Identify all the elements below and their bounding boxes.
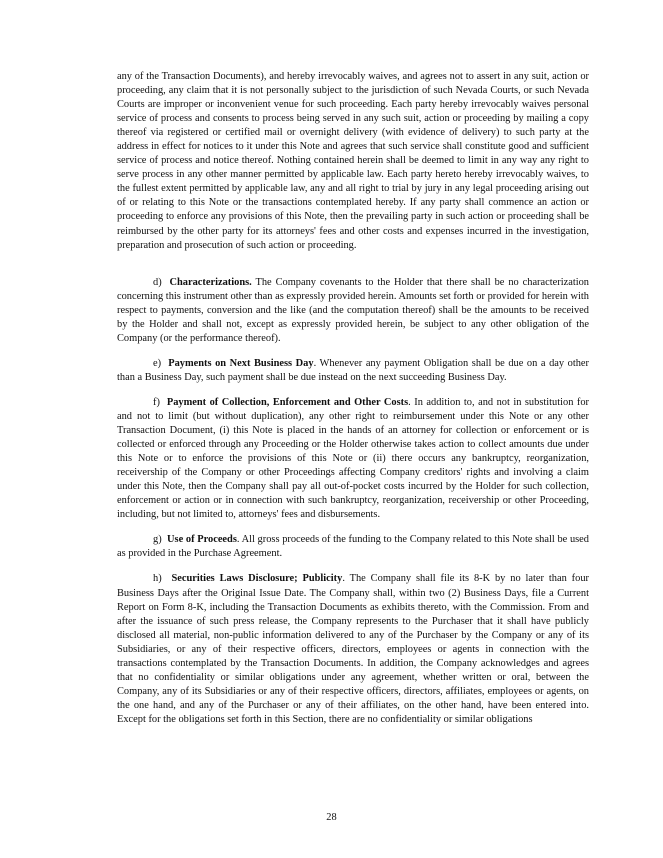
section-e-marker: e) <box>153 357 162 369</box>
section-g-heading: Use of Proceeds <box>167 534 237 546</box>
section-f-heading: Payment of Collection, Enforcement and Other Costs <box>166 396 409 408</box>
section-d-body: The Company covenants to the Holder that there shall be no characterization concerning this instrument other than as expressly provided herein. Amounts set forth or provided for herein with respect to payments, conversion and the like (and the computation thereof) shall be the amounts to be received by the Holder and shall not, except as expressly provided herein, be subject to any other obligation of the Company (or the performance thereof). <box>117 276 589 344</box>
document-page <box>117 70 589 727</box>
section-e-body: . Whenever any payment Obligation shall be due on a day other than a Business Day, such payment shall be due instead on the next succeeding Business Day. <box>117 357 590 383</box>
section-h-marker: h) <box>153 573 162 585</box>
section-h-paragraph <box>117 572 589 727</box>
section-e-paragraph <box>117 357 589 385</box>
section-f-body: . In addition to, and not in substitution for and not to limit (but without duplication), any other right to reimbursement under this Note or any other Transaction Document, (i) this Note is placed in the hands of an attorney for collection or enforcement or is collected or enforced through any Proceeding or the Holder otherwise takes action to collect amounts due under this Note or to enforce the provisions of this Note or (ii) there occurs any bankruptcy, reorganization, receivership of the Company or other Proceedings affecting Company creditors' rights and involving a claim under this Note, then the Company shall pay all out-of-pocket costs incurred by the Holder for such collection, enforcement or action or in connection with such bankruptcy, reorganization, receivership or other Proceeding, including, but not limited to, attorneys' fees and disbursements. <box>117 396 589 521</box>
section-d-marker: d) <box>153 276 162 288</box>
section-g-paragraph <box>117 533 589 561</box>
section-d-paragraph <box>117 276 589 346</box>
section-g-marker: g) <box>153 534 162 546</box>
section-f-marker: f) <box>153 396 160 408</box>
page-number: 28 <box>326 812 337 823</box>
section-h-body: . The Company shall file its 8-K by no later than four Business Days after the Original Issue Date. The Company shall, within two (2) Business Days, file a Current Report on Form 8-K, including the Transaction Documents as exhibits thereto, with the Commission. From and after the issuance of such press release, the Company represents to the Purchaser that it shall have publicly disclosed all material, non-public information delivered to any of the Purchaser by the Company or any of its Subsidiaries, or any of their respective officers, directors, employees or agents in connection with the transactions contemplated by the Transaction Documents. In addition, the Company acknowledges and agrees that no confidentiality or similar obligations under any agreement, whether written or oral, between the Company, any of its Subsidiaries or any of their respective officers, directors, affiliates, employees or agents, on the one hand, and any of the Purchaser or any of their affiliates, on the other hand, have been entered into. Except for the obligations set forth in this Section, there are no confidentiality or similar obligations <box>117 573 589 725</box>
continuation-paragraph: any of the Transaction Documents), and hereby irrevocably waives, and agrees not to assert in any suit, action or proceeding, any claim that it is not personally subject to the jurisdiction of such Nevada Courts, or such Nevada Courts are improper or inconvenient venue for such proceeding. Each party hereby irrevocably waives personal service of process and consents to process being served in any such suit, action or proceeding by mailing a copy thereof via registered or certified mail or overnight delivery (with evidence of delivery) to such party at the address in effect for notices to it under this Note and agrees that such service shall constitute good and sufficient service of process and notice thereof. Nothing contained herein shall be deemed to limit in any way any right to serve process in any other manner permitted by applicable law. Each party hereto hereby irrevocably waives, to the fullest extent permitted by applicable law, any and all right to trial by jury in any legal proceeding arising out of or relating to this Note or the transactions contemplated hereby. If any party shall commence an action or proceeding to enforce any provisions of this Note, then the prevailing party in such action or proceeding shall be reimbursed by the other party for its attorneys' fees and other costs and expenses incurred in the investigation, preparation and prosecution of such action or proceeding. <box>117 71 589 251</box>
section-f-paragraph <box>117 396 589 522</box>
section-g-body: . All gross proceeds of the funding to the Company related to this Note shall be used as provided in the Purchase Agreement. <box>117 534 589 560</box>
section-e-heading: Payments on Next Business Day <box>168 357 314 369</box>
section-d-heading: Characterizations. <box>169 276 252 288</box>
section-h-heading: Securities Laws Disclosure; Publicity <box>171 573 343 585</box>
